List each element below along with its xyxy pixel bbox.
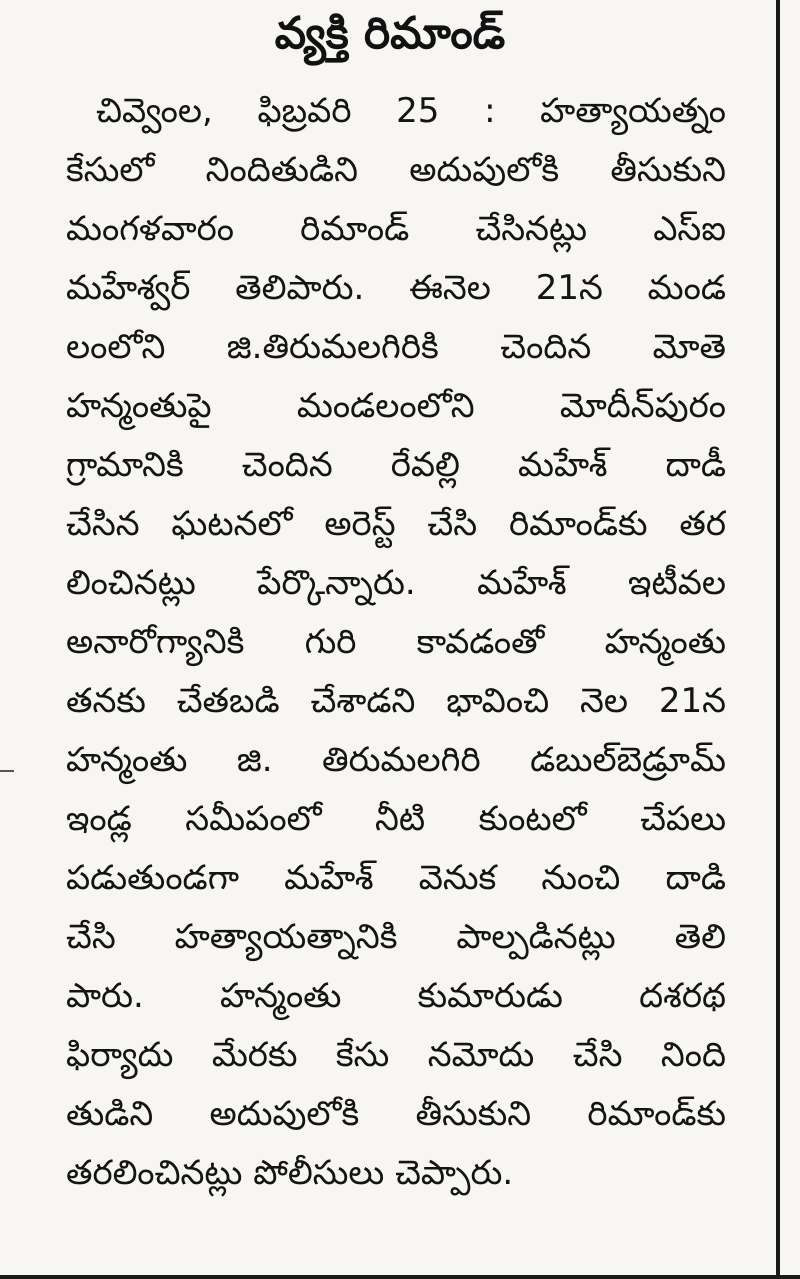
column-rule-bottom [0, 1275, 800, 1279]
article-line: లించినట్లు పేర్కొన్నారు. మహేశ్ ఇటీవల [66, 563, 726, 603]
article-line: అనారోగ్యానికి గురి కావడంతో హన్మంతు [66, 622, 726, 662]
article-line: పడుతుండగా మహేశ్ వెనుక నుంచి దాడి [66, 858, 726, 898]
article-line: తరలించినట్లు పోలీసులు చెప్పారు. [66, 1153, 514, 1193]
article-line: గ్రామానికి చెందిన రేవల్లి మహేశ్ దాడీ [66, 445, 726, 485]
article-line: కేసులో నిందితుడిని అదుపులోకి తీసుకుని [66, 150, 726, 190]
article-line: తనకు చేతబడి చేశాడని భావించి నెల 21న [66, 681, 726, 721]
article-body [66, 82, 726, 1203]
article-line: హన్మంతుపై మండలంలోని మోదీన్‌పురం [66, 386, 726, 426]
article-line: ఫిర్యాదు మేరకు కేసు నమోదు చేసి నింది [66, 1035, 726, 1075]
article-line: చివ్వెంల, ఫిబ్రవరి 25 : హత్యాయత్నం [96, 91, 726, 131]
article-headline: వ్యక్తి రిమాండ్ [274, 8, 506, 59]
article-line: ఇండ్ల సమీపంలో నీటి కుంటలో చేపలు [66, 799, 726, 839]
adjacent-column-mark [0, 770, 14, 772]
article-line: హన్మంతు జి. తిరుమలగిరి డబుల్‌బెడ్రూమ్ [66, 740, 726, 780]
article-line: పారు. హన్మంతు కుమారుడు దశరథ [66, 976, 726, 1016]
article-line: లంలోని జి.తిరుమలగిరికి చెందిన మోతె [66, 327, 726, 367]
column-rule-right [776, 0, 780, 1279]
article-line: మంగళవారం రిమాండ్ చేసినట్లు ఎస్ఐ [66, 209, 726, 249]
article-line: చేసిన ఘటనలో అరెస్ట్ చేసి రిమాండ్‌కు తర [66, 504, 726, 544]
article-line: చేసి హత్యాయత్నానికి పాల్పడినట్లు తెలి [66, 917, 726, 957]
article-line: తుడిని అదుపులోకి తీసుకుని రిమాండ్‌కు [66, 1094, 726, 1134]
article-line: మహేశ్వర్ తెలిపారు. ఈనెల 21న మండ [66, 268, 726, 308]
